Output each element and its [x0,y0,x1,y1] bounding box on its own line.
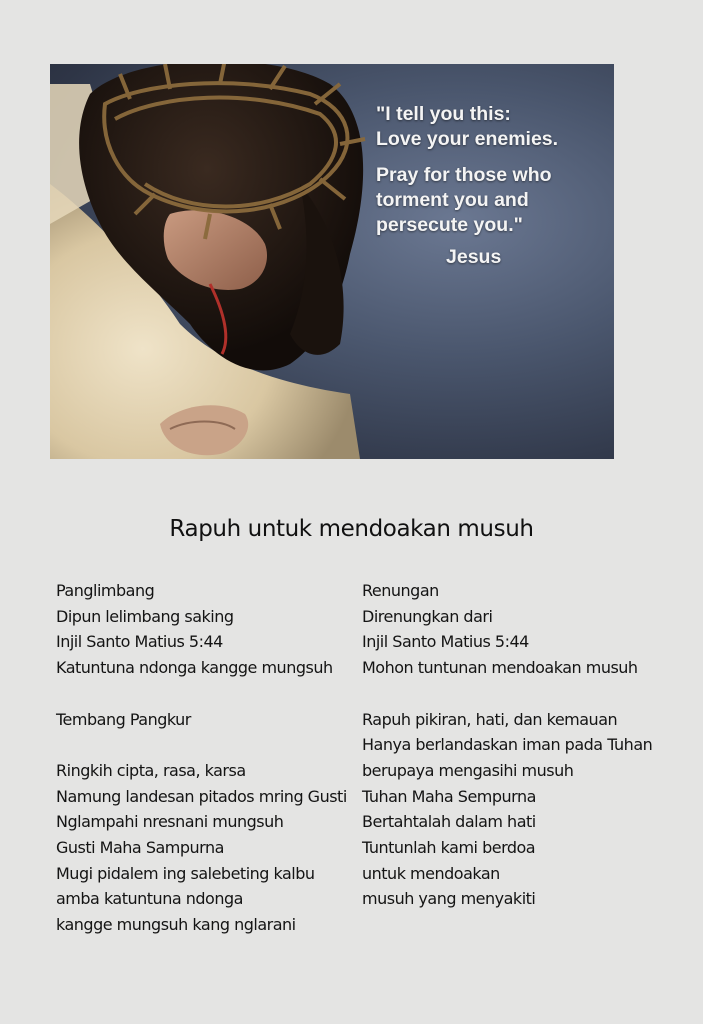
text-line: Hanya berlandaskan iman pada Tuhan [362,735,653,755]
quote-line: "I tell you this: [376,103,511,125]
text-line: Rapuh pikiran, hati, dan kemauan [362,709,618,729]
text-line: Dipun lelimbang saking [56,606,234,626]
quote-line: Love your enemies. [376,128,559,150]
quote-author: Jesus [446,246,502,268]
text-line [56,732,347,758]
text-line: Tuntunlah kami berdoa [362,838,536,858]
page-title: Rapuh untuk mendoakan musuh [169,516,534,542]
quote-line: Pray for those who [376,164,552,186]
quote-text [376,102,614,270]
text-line: Renungan [362,581,439,600]
text-line: Mugi pidalem ing salebeting kalbu [56,863,315,883]
text-line: Katuntuna ndonga kangge mungsuh [56,658,333,678]
text-line: Direnungkan dari [362,606,493,626]
quote-line: torment you and [376,189,529,211]
text-line [362,681,652,707]
text-line: Gusti Maha Sampurna [56,838,224,857]
text-line: Injil Santo Matius 5:44 [56,632,223,652]
text-line: amba katuntuna ndonga [56,889,243,909]
text-line: untuk mendoakan [362,863,500,883]
text-line: Bertahtalah dalam hati [362,812,536,832]
text-line: Tuhan Maha Sempurna [362,786,536,806]
text-line: Injil Santo Matius 5:44 [362,632,529,652]
quote-line: persecute you." [376,214,523,236]
text-line: Panglimbang [56,581,155,600]
text-line: Namung landesan pitados mring Gusti [56,786,347,806]
text-line: Mohon tuntunan mendoakan musuh [362,658,638,678]
text-line: musuh yang menyakiti [362,889,536,909]
text-line [56,681,347,707]
text-line: kangge mungsuh kang nglarani [56,915,296,935]
left-column-javanese [56,578,347,938]
right-column-indonesian [362,578,652,912]
text-line: berupaya mengasihi musuh [362,760,574,780]
jesus-quote-image [50,64,614,459]
text-line: Ringkih cipta, rasa, karsa [56,760,246,780]
text-line: Tembang Pangkur [56,709,191,729]
text-line: Nglampahi nresnani mungsuh [56,812,284,832]
